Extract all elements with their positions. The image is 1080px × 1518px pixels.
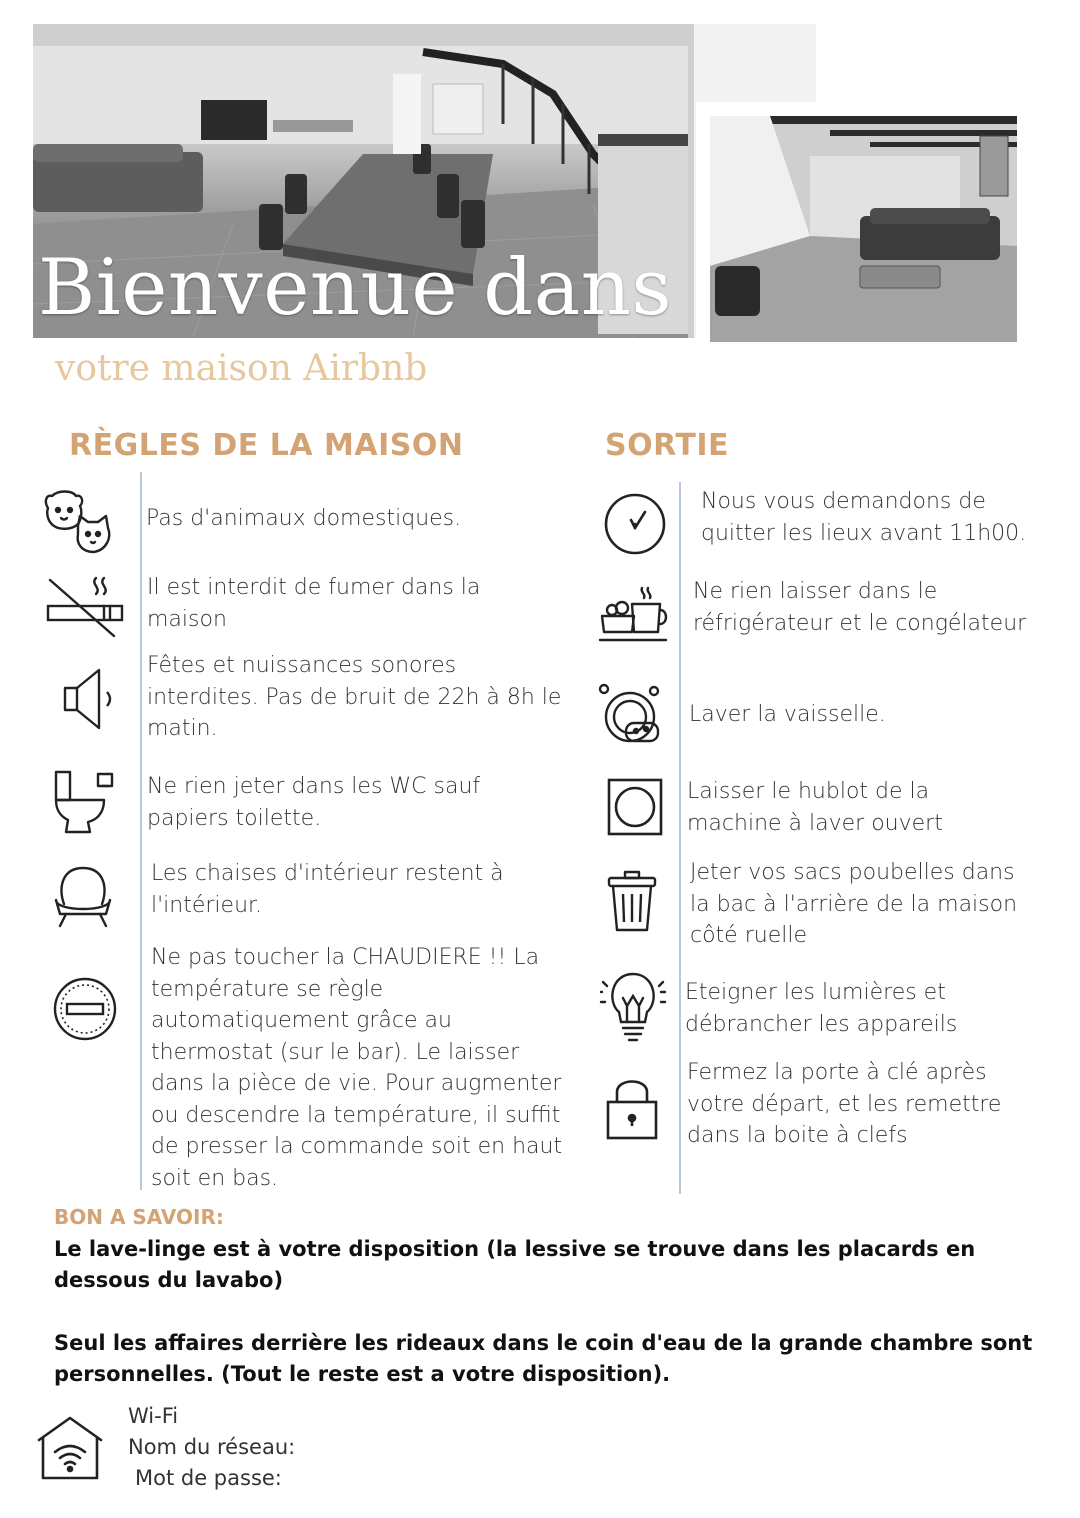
- clock-icon: [603, 492, 667, 561]
- speaker-icon: [63, 668, 117, 735]
- pets-icon: [42, 488, 118, 561]
- lock-icon: [605, 1074, 659, 1147]
- wifi-network-label: Nom du réseau:: [128, 1435, 296, 1459]
- rules-title: RÈGLES DE LA MAISON: [69, 428, 464, 463]
- rule-text: Ne rien jeter dans les WC sauf papiers toilette.: [147, 774, 481, 831]
- rule-text: Ne pas toucher la CHAUDIERE !! La température se règle automatiquement grâce au thermostat (sur le bar). Le laisser dans la pièce de vie. Pour augmenter ou descendre la température, il suffit de presser la commande soit en haut soit en bas.: [151, 945, 563, 1191]
- checkout-divider: [679, 482, 681, 1194]
- rule-text: Pas d'animaux domestiques.: [146, 506, 462, 531]
- thermostat-icon: [52, 976, 118, 1047]
- checkout-text: Fermez la porte à clé après votre départ, et les remettre dans la boite à clefs: [687, 1060, 1002, 1148]
- food-icon: [598, 584, 670, 653]
- rule-text: Fêtes et nuissances sonores interdites. Pas de bruit de 22h à 8h le matin.: [147, 653, 562, 741]
- good-to-know-label: BON A SAVOIR:: [54, 1205, 224, 1229]
- checkout-text: Jeter vos sacs poubelles dans la bac à l'arrière de la maison côté ruelle: [690, 860, 1018, 948]
- rule-text: Il est interdit de fumer dans la maison: [147, 575, 481, 632]
- dishes-icon: [598, 683, 664, 752]
- chair-icon: [52, 864, 114, 935]
- checkout-text: Eteigner les lumières et débrancher les appareils: [685, 980, 958, 1037]
- trash-icon: [605, 870, 659, 939]
- wifi-title: Wi-Fi: [128, 1404, 179, 1428]
- welcome-subtitle: votre maison Airbnb: [55, 348, 428, 389]
- checkout-text: Laver la vaisselle.: [689, 702, 886, 727]
- good-to-know-paragraph: Le lave-linge est à votre disposition (la lessive se trouve dans les placards en dessous du lavabo): [54, 1237, 976, 1292]
- toilet-icon: [52, 770, 118, 841]
- wifi-password-label: Mot de passe:: [135, 1466, 282, 1490]
- wifi-home-icon: [37, 1416, 103, 1485]
- washing-machine-icon: [607, 778, 663, 841]
- checkout-text: Nous vous demandons de quitter les lieux avant 11h00.: [701, 489, 1027, 546]
- welcome-headline: Bienvenue dans: [38, 243, 673, 333]
- rule-text: Les chaises d'intérieur restent à l'intérieur.: [151, 861, 504, 918]
- lightbulb-icon: [597, 966, 669, 1049]
- checkout-title: SORTIE: [605, 428, 729, 463]
- lounge-photo: [696, 102, 1017, 342]
- good-to-know-paragraph: Seul les affaires derrière les rideaux dans le coin d'eau de la grande chambre sont personnelles. (Tout le reste est a votre disposition).: [54, 1331, 1033, 1386]
- rules-divider: [140, 472, 142, 1190]
- checkout-text: Laisser le hublot de la machine à laver ouvert: [687, 779, 943, 836]
- checkout-text: Ne rien laisser dans le réfrigérateur et le congélateur: [693, 579, 1027, 636]
- no-smoking-icon: [44, 574, 126, 647]
